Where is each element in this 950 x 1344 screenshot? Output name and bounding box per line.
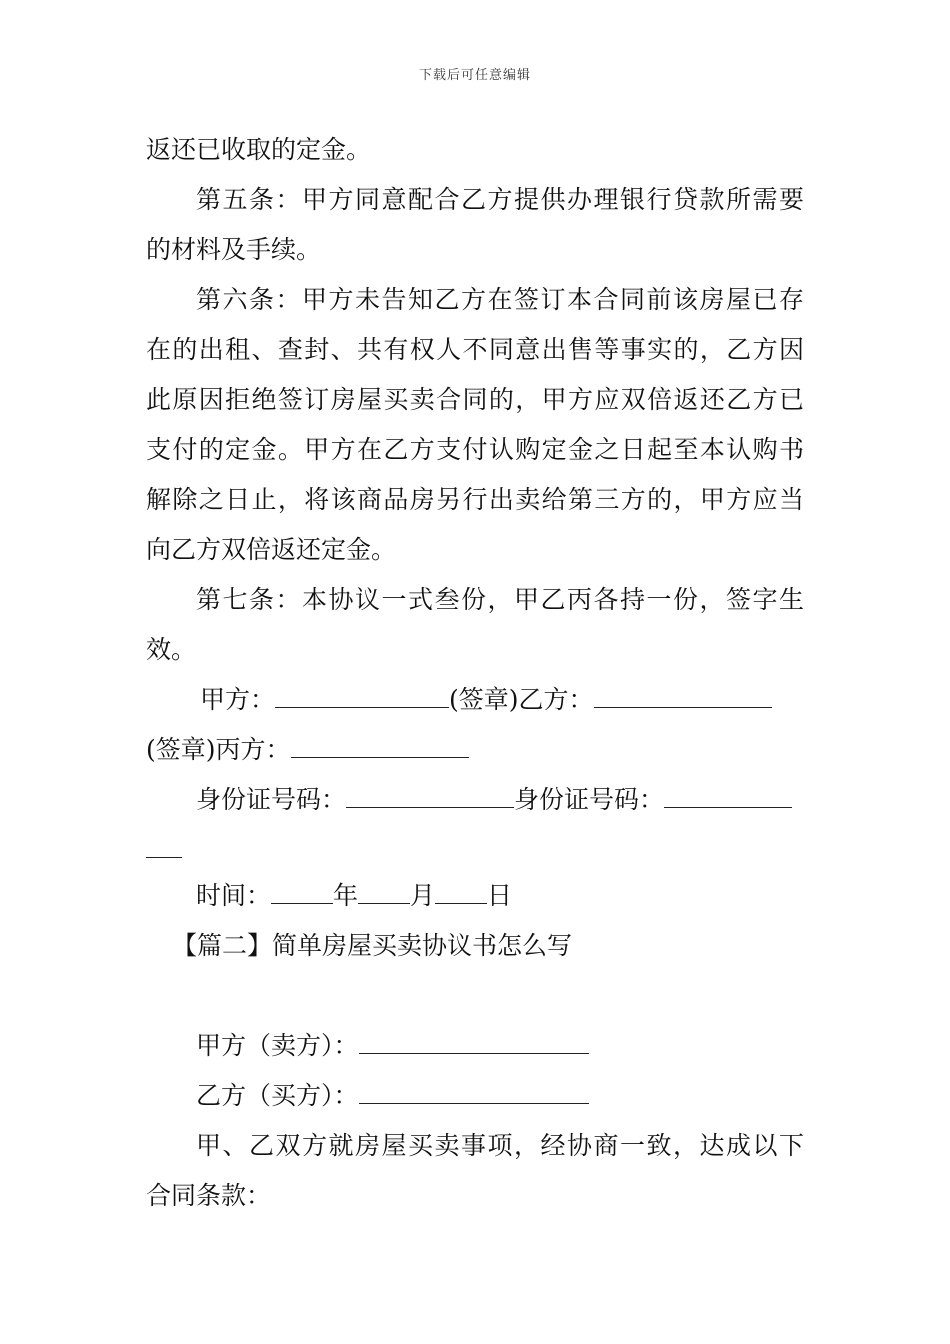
buyer-name-blank [359, 1081, 589, 1104]
intro-line-1: 甲、乙双方就房屋买卖事项，经协商一致，达成以下 [196, 1131, 804, 1160]
intro-line-2: 合同条款： [146, 1181, 272, 1210]
id-number-line-continuation [146, 834, 182, 866]
party-a-label: 甲方： [200, 685, 276, 714]
page-header-note: 下载后可任意编辑 [418, 68, 531, 83]
year-label: 年 [333, 881, 359, 910]
section-2-title: 【篇二】简单房屋买卖协议书怎么写 [172, 931, 573, 960]
month-blank [358, 881, 410, 904]
article-5-line-2: 的材料及手续。 [146, 235, 322, 264]
article-6-line-1: 第六条：甲方未告知乙方在签订本合同前该房屋已存 [196, 285, 804, 314]
seal-party-b-label: (签章)乙方： [449, 685, 594, 714]
id-number-label-1: 身份证号码： [196, 785, 347, 814]
day-label: 日 [487, 881, 513, 910]
article-5-line-1: 第五条：甲方同意配合乙方提供办理银行贷款所需要 [196, 185, 804, 214]
seller-label: 甲方（卖方）： [196, 1031, 359, 1060]
party-b-signature-blank [594, 685, 772, 708]
id-number-blank-2-continued [146, 835, 182, 858]
month-label: 月 [410, 881, 436, 910]
day-blank [435, 881, 487, 904]
id-number-line [196, 784, 792, 816]
article-6-line-3: 此原因拒绝签订房屋买卖合同的，甲方应双倍返还乙方已 [146, 385, 804, 414]
article-7-line-2: 效。 [146, 635, 197, 664]
seller-name-blank [359, 1031, 589, 1054]
buyer-label: 乙方（买方）： [196, 1081, 359, 1110]
signature-line-2 [146, 734, 469, 766]
paragraph-line: 返还已收取的定金。 [146, 135, 372, 164]
seller-line [196, 1030, 589, 1062]
id-number-label-2: 身份证号码： [514, 785, 665, 814]
time-label: 时间： [196, 881, 272, 910]
article-6-line-4: 支付的定金。甲方在乙方支付认购定金之日起至本认购书 [146, 435, 804, 464]
id-number-blank-2 [664, 785, 792, 808]
article-6-line-5: 解除之日止，将该商品房另行出卖给第三方的，甲方应当 [146, 485, 804, 514]
buyer-line [196, 1080, 589, 1112]
year-blank [271, 881, 333, 904]
party-c-signature-blank [291, 735, 469, 758]
article-6-line-6: 向乙方双倍返还定金。 [146, 535, 397, 564]
party-a-signature-blank [275, 685, 449, 708]
date-line [196, 880, 512, 912]
article-6-line-2: 在的出租、查封、共有权人不同意出售等事实的，乙方因 [146, 335, 804, 364]
article-7-line-1: 第七条：本协议一式叁份，甲乙丙各持一份，签字生 [196, 585, 804, 614]
seal-party-c-label: (签章)丙方： [146, 735, 291, 764]
id-number-blank-1 [346, 785, 514, 808]
signature-line-1 [200, 684, 772, 716]
